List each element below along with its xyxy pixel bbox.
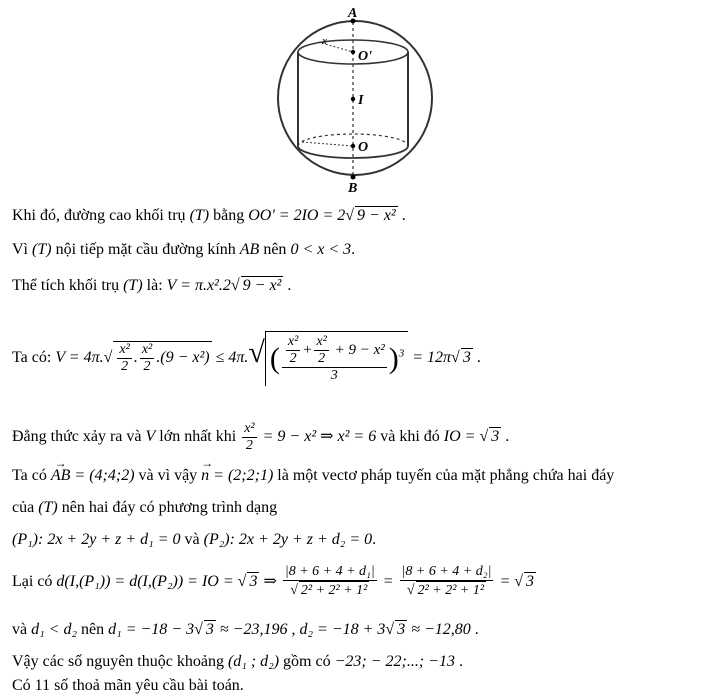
- math-sqrt: 9 − x²: [242, 277, 282, 294]
- frac-den: 2: [245, 437, 253, 453]
- sphere-cylinder-figure: [260, 4, 450, 194]
- line-height-cylinder: [12, 206, 406, 226]
- math: V: [145, 428, 156, 445]
- math: d(I,(P₁)) = d(I,(P₂)) = IO =: [56, 573, 238, 590]
- frac-den: 2² + 2² + 1²: [417, 583, 485, 599]
- sqrt-icon: √: [194, 621, 203, 638]
- math: d₁ = −18 − 3: [108, 621, 195, 638]
- line-d-values: [12, 620, 479, 640]
- text: Có 11 số thoả mãn yêu cầu bài toán.: [12, 677, 244, 694]
- text: nội tiếp mặt cầu đường kính: [51, 241, 240, 258]
- text: .: [372, 531, 377, 548]
- math-sqrt: 3: [397, 621, 406, 638]
- text: .: [397, 207, 406, 224]
- label-B: B: [348, 181, 358, 194]
- text: Ta có: [12, 467, 51, 484]
- text: là:: [142, 277, 167, 294]
- frac-num: |8 + 6 + 4 + d₁|: [284, 564, 375, 580]
- math-sqrt: 3: [526, 573, 535, 590]
- label-O-prime: O': [358, 49, 372, 64]
- label-O: O: [358, 140, 369, 155]
- point-I: [351, 97, 355, 101]
- text: Ta có:: [12, 349, 56, 366]
- math: (T): [38, 499, 58, 516]
- math: −23; − 22;...; −13: [334, 653, 455, 670]
- label-A: A: [348, 6, 358, 21]
- text: .: [351, 241, 356, 258]
- exponent: 3: [398, 347, 405, 360]
- text: Lại có: [12, 573, 57, 590]
- sqrt-icon: √: [345, 207, 355, 224]
- math-sqrt: 3: [249, 573, 258, 590]
- text: .: [472, 349, 481, 366]
- math: ⇒: [259, 573, 281, 590]
- sqrt-icon: √: [237, 573, 247, 590]
- text: .: [454, 653, 463, 670]
- line-bases: [12, 498, 277, 518]
- sqrt-icon: √: [290, 583, 298, 599]
- frac-den: 2: [121, 358, 129, 374]
- math: + 9 − x²: [330, 341, 385, 358]
- math: (T): [32, 241, 52, 258]
- text: ,: [287, 621, 300, 638]
- line-condition: [12, 240, 355, 260]
- text: Khi đó, đường cao khối trụ: [12, 207, 190, 224]
- text: của: [12, 499, 39, 516]
- text: là một vectơ pháp tuyến của mặt phẳng chứa hai đáy: [273, 467, 615, 484]
- math: .(9 − x²): [156, 349, 210, 366]
- math: V = 4π.: [55, 349, 104, 366]
- text: nên: [259, 241, 291, 258]
- line-plane-equations: [12, 530, 376, 550]
- line-integers: [12, 652, 463, 672]
- math: IO =: [443, 428, 480, 445]
- line-volume: [12, 276, 291, 296]
- frac-num: x²: [141, 341, 153, 357]
- text: Đẳng thức xảy ra và: [12, 428, 146, 445]
- text: và: [12, 621, 32, 638]
- frac-den: 2: [143, 358, 151, 374]
- text: và: [180, 531, 204, 548]
- text: .: [501, 428, 510, 445]
- line-equality: [12, 420, 509, 454]
- point-O-prime: [351, 50, 355, 54]
- math: 0 < x < 3: [290, 241, 352, 258]
- line-conclusion: [12, 676, 244, 696]
- label-I: I: [358, 93, 364, 108]
- math: ≈ −12,80: [407, 621, 471, 638]
- sqrt-icon: √: [248, 336, 265, 369]
- math: = (4;4;2): [70, 467, 135, 484]
- math: OO' = 2IO = 2: [248, 207, 346, 224]
- math-big-sqrt: ( $\frac{\text{x²}}{2}$ + $\frac{\text{x²}}{2}$ + 9 − x² 3 )$^3$: [265, 331, 408, 386]
- text: nên hai đáy có phương trình dạng: [57, 499, 278, 516]
- frac-num: x²: [244, 420, 255, 436]
- frac-den: 2: [289, 350, 297, 366]
- sqrt-icon: √: [385, 621, 395, 638]
- math-sqrt: 3: [491, 428, 500, 445]
- math: (P₂): 2x + 2y + z + d₂ = 0: [203, 531, 373, 548]
- math: AB: [239, 241, 260, 258]
- text: lớn nhất khi: [155, 428, 241, 445]
- math: = 12π: [408, 349, 452, 366]
- sqrt-icon: √: [103, 349, 113, 366]
- text: bằng: [209, 207, 249, 224]
- math: V = π.x².2: [166, 277, 231, 294]
- frac-num: |8 + 6 + 4 + d₂|: [401, 564, 492, 580]
- text: Vậy các số nguyên thuộc khoảng: [12, 653, 228, 670]
- sqrt-icon: √: [479, 428, 489, 445]
- math-sqrt: 3: [462, 349, 471, 366]
- math-sqrt: $\frac{\text{x²}}{2}$ . $\frac{\text{x²}}{2}$ .(9 − x²): [113, 341, 211, 375]
- math: ≤ 4π.: [211, 349, 249, 366]
- vector-AB: → AB: [51, 466, 71, 486]
- sqrt-icon: √: [451, 349, 460, 366]
- math: =: [495, 573, 515, 590]
- sqrt-icon: √: [406, 583, 415, 599]
- line-distance: [12, 562, 536, 602]
- math: (T): [189, 207, 210, 224]
- text: Thể tích khối trụ: [12, 277, 124, 294]
- line-am-gm: [12, 318, 481, 394]
- text: gồm có: [279, 653, 335, 670]
- frac-num: x²: [119, 341, 130, 357]
- math-sqrt: 9 − x²: [357, 207, 396, 224]
- bottom-radius: [302, 142, 353, 146]
- label-x: x: [322, 35, 327, 47]
- text: và khi đó: [376, 428, 444, 445]
- sqrt-icon: √: [230, 277, 240, 294]
- frac-den: 2² + 2² + 1²: [300, 583, 368, 599]
- text: và vì vậy: [134, 467, 202, 484]
- math: = (2;2;1): [209, 467, 274, 484]
- math: = 9 − x² ⇒ x² = 6: [258, 428, 377, 445]
- math: (P₁): 2x + 2y + z + d₁ = 0: [12, 531, 181, 548]
- text: nên: [77, 621, 109, 638]
- text: .: [470, 621, 479, 638]
- math: d₂ = −18 + 3: [299, 621, 386, 638]
- frac-num: x²: [287, 333, 299, 349]
- math-sqrt: 3: [205, 621, 214, 638]
- math: d₁ < d₂: [31, 621, 78, 638]
- frac-den: 3: [330, 367, 338, 383]
- vector-n: → n: [201, 466, 209, 486]
- frac-den: 2: [318, 350, 326, 366]
- math: ≈ −23,196: [215, 621, 288, 638]
- point-B: [351, 175, 356, 180]
- math: (d₁ ; d₂): [227, 653, 280, 670]
- point-O: [351, 144, 355, 148]
- frac-num: x²: [316, 333, 327, 349]
- line-normal-vector: [12, 466, 614, 486]
- sqrt-icon: √: [514, 573, 524, 590]
- math: =: [378, 573, 398, 590]
- text: Vì: [12, 241, 32, 258]
- math: (T): [123, 277, 143, 294]
- text: .: [283, 277, 292, 294]
